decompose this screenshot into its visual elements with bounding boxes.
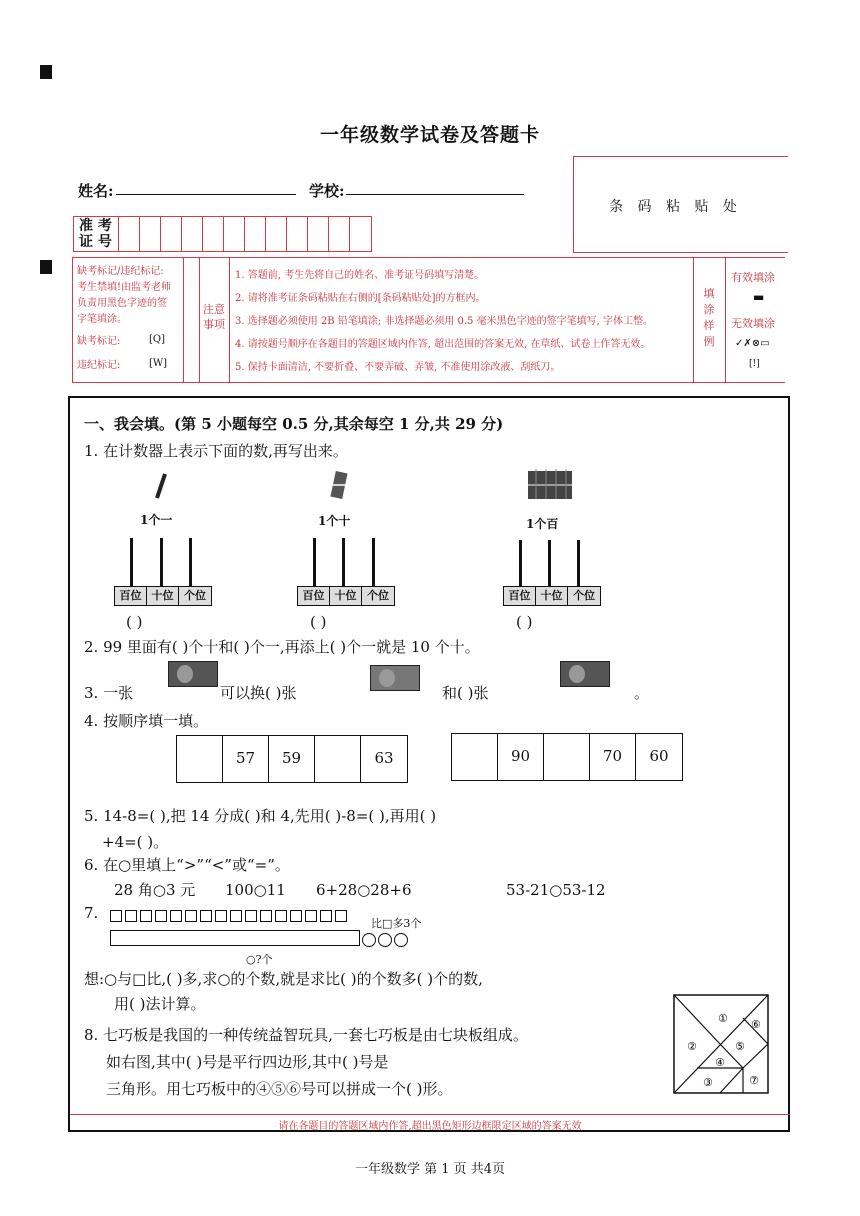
question-4: 4. 按顺序填一填。 xyxy=(84,712,209,730)
sequence-cell[interactable] xyxy=(544,734,590,780)
absent-mark[interactable]: [Q] xyxy=(149,334,166,345)
abacus-pole xyxy=(577,540,580,586)
barcode-label: 条 码 粘 贴 处 xyxy=(609,199,742,215)
exam-id-cell[interactable] xyxy=(182,217,203,251)
question-8-line-1: 8. 七巧板是我国的一种传统益智玩具,一套七巧板是由七块板组成。 xyxy=(84,1026,528,1044)
alignment-mark xyxy=(40,65,52,79)
exam-id-cell[interactable] xyxy=(245,217,266,251)
compare-item[interactable]: 100○11 xyxy=(225,881,286,899)
question-5-line-1: 5. 14-8=( ),把 14 分成( )和 4,先用( )-8=( ),再用( ) xyxy=(84,807,437,825)
stick-bundles-icon xyxy=(526,465,574,501)
tangram-label: ② xyxy=(687,1040,697,1053)
abacus-pole xyxy=(372,538,375,586)
exam-id-cell[interactable] xyxy=(203,217,224,251)
counter-label-3: 1个百 xyxy=(526,517,559,531)
question-8-line-3: 三角形。用七巧板中的④⑤⑥号可以拼成一个( )形。 xyxy=(106,1080,453,1098)
question-6: 6. 在○里填上“>”“<”或“=”。 xyxy=(84,856,290,874)
compare-item[interactable]: 6+28○28+6 xyxy=(316,881,412,899)
abacus-pole xyxy=(160,538,163,586)
counter-label-1: 1个一 xyxy=(140,513,173,527)
sequence-cell: 60 xyxy=(649,747,669,765)
sequence-boxes-2 xyxy=(451,733,683,781)
banknote-image xyxy=(560,661,610,687)
absent-instructions: 缺考标记/违纪标记: 考生禁填!由监考老师 负责用黑色字迹的签 字笔填涂。 xyxy=(77,266,172,325)
answer-blank[interactable]: ( ) xyxy=(126,613,143,631)
banknote-20-image xyxy=(370,665,420,691)
tangram-diagram xyxy=(673,994,769,1094)
tangram-label: ④ xyxy=(715,1056,725,1069)
invalid-mark: ✓✗⊗▭ xyxy=(735,338,770,349)
exam-id-cell[interactable] xyxy=(308,217,329,251)
question-7-think: 想:○与□比,( )多,求○的个数,就是求比( )的个数多( )个的数, xyxy=(84,970,483,988)
name-field[interactable] xyxy=(116,181,296,195)
answer-blank[interactable]: ( ) xyxy=(516,613,533,631)
tangram-label: ⑦ xyxy=(749,1074,759,1087)
valid-mark: ▬ xyxy=(753,290,765,304)
alignment-mark xyxy=(40,260,52,274)
stick-icon xyxy=(153,472,169,500)
sequence-cell[interactable] xyxy=(315,736,361,782)
abacus-base: 百位 十位 个位 xyxy=(297,586,395,606)
violation-label: 违纪标记: xyxy=(77,360,121,371)
question-5-line-2: +4=( )。 xyxy=(102,833,169,851)
abacus-pole xyxy=(313,538,316,586)
counter-label-2: 1个十 xyxy=(318,514,351,528)
page-title: 一年级数学试卷及答题卡 xyxy=(319,124,540,146)
absent-label: 缺考标记: xyxy=(77,336,121,347)
exam-id-grid xyxy=(73,216,372,252)
attention-label: 注意事项 xyxy=(203,303,225,331)
exam-id-cell[interactable] xyxy=(161,217,182,251)
tangram-label: ③ xyxy=(703,1076,713,1089)
sequence-cell: 90 xyxy=(498,734,544,780)
exam-id-cell[interactable] xyxy=(329,217,350,251)
exam-id-cell[interactable] xyxy=(266,217,287,251)
answer-area-warning: 请在各题目的答题区域内作答,超出黑色矩形边框限定区域的答案无效 xyxy=(70,1114,790,1132)
abacus-pole xyxy=(342,538,345,586)
tangram-label: ⑥ xyxy=(751,1018,761,1031)
circles-bar xyxy=(110,930,360,946)
sequence-cell: 70 xyxy=(590,734,636,780)
sequence-cell[interactable] xyxy=(177,736,223,782)
banknote-100-image xyxy=(168,661,218,687)
exam-id-cell[interactable] xyxy=(224,217,245,251)
abacus-pole xyxy=(548,540,551,586)
abacus-base: 百位 十位 个位 xyxy=(503,586,601,606)
squares-row xyxy=(110,905,350,924)
stick-bundle-icon xyxy=(330,470,348,500)
question-3-part-c: 和( )张 xyxy=(442,684,489,702)
question-8-line-2: 如右图,其中( )号是平行四边形,其中( )号是 xyxy=(106,1053,389,1071)
abacus-pole xyxy=(189,538,192,586)
tangram-label: ① xyxy=(718,1012,728,1025)
question-7-number: 7. xyxy=(84,904,99,922)
invalid-mark-2: [!] xyxy=(749,359,760,369)
abacus-pole xyxy=(130,538,133,586)
compare-item[interactable]: 53-21○53-12 xyxy=(506,881,606,899)
exam-id-cell[interactable] xyxy=(287,217,308,251)
school-field[interactable] xyxy=(346,181,524,195)
question-1: 1. 在计数器上表示下面的数,再写出来。 xyxy=(84,442,348,460)
question-2: 2. 99 里面有( )个十和( )个一,再添上( )个一就是 10 个十。 xyxy=(84,638,480,656)
school-label: 学校: xyxy=(309,182,345,200)
sequence-boxes-1 xyxy=(176,735,408,783)
notice-box xyxy=(72,257,785,383)
question-7-unknown-label: ○?个 xyxy=(246,953,273,966)
sample-label: 填涂样例 xyxy=(703,287,715,348)
question-3-part-d: 。 xyxy=(634,684,650,702)
name-label: 姓名: xyxy=(78,182,114,200)
exam-id-cell[interactable] xyxy=(140,217,161,251)
abacus-base: 百位 十位 个位 xyxy=(114,586,212,606)
violation-mark[interactable]: [W] xyxy=(149,358,168,369)
sequence-cell: 57 xyxy=(223,736,269,782)
extra-circles xyxy=(362,932,410,951)
question-3-part-a: 3. 一张 xyxy=(84,684,134,702)
exam-id-label: 准 考 证 号 xyxy=(74,217,119,251)
exam-id-cell[interactable] xyxy=(350,217,371,251)
tangram-label: ⑤ xyxy=(735,1040,745,1053)
answer-blank[interactable]: ( ) xyxy=(310,613,327,631)
question-7-think-2: 用( )法计算。 xyxy=(114,995,206,1013)
sequence-cell[interactable] xyxy=(452,734,498,780)
valid-label: 有效填涂 xyxy=(731,271,775,284)
question-7-more-label: 比□多3个 xyxy=(371,917,422,930)
sequence-cell: 59 xyxy=(269,736,315,782)
sequence-cell: 63 xyxy=(374,749,394,767)
exam-id-cell[interactable] xyxy=(119,217,140,251)
invalid-label: 无效填涂 xyxy=(731,317,775,330)
question-3-part-b: 可以换( )张 xyxy=(220,684,297,702)
abacus-pole xyxy=(519,540,522,586)
section-heading: 一、我会填。(第 5 小题每空 0.5 分,其余每空 1 分,共 29 分) xyxy=(84,415,504,433)
attention-items: 1. 答题前, 考生先将自己的姓名、准考证号码填写清楚。 2. 请将准考证条码粘贴在右侧的[条码粘贴处]的方框内。 3. 选择题必须使用 2B 铅笔填涂; 非选择题必须用 0.5 毫米黑色字迹的签字笔填写, 字体工整。 4. 请按题号顺序在各题目的答题区域内作答, 超出范围的答案无效, 在草纸、试卷上作答无效。 5. 保持卡面清洁, 不要折叠、不要弄破、弄皱, 不准使用涂改液、刮纸刀。 xyxy=(235,270,653,373)
page-footer: 一年级数学 第 1 页 共4页 xyxy=(354,1162,506,1177)
compare-item[interactable]: 28 角○3 元 xyxy=(114,881,196,899)
